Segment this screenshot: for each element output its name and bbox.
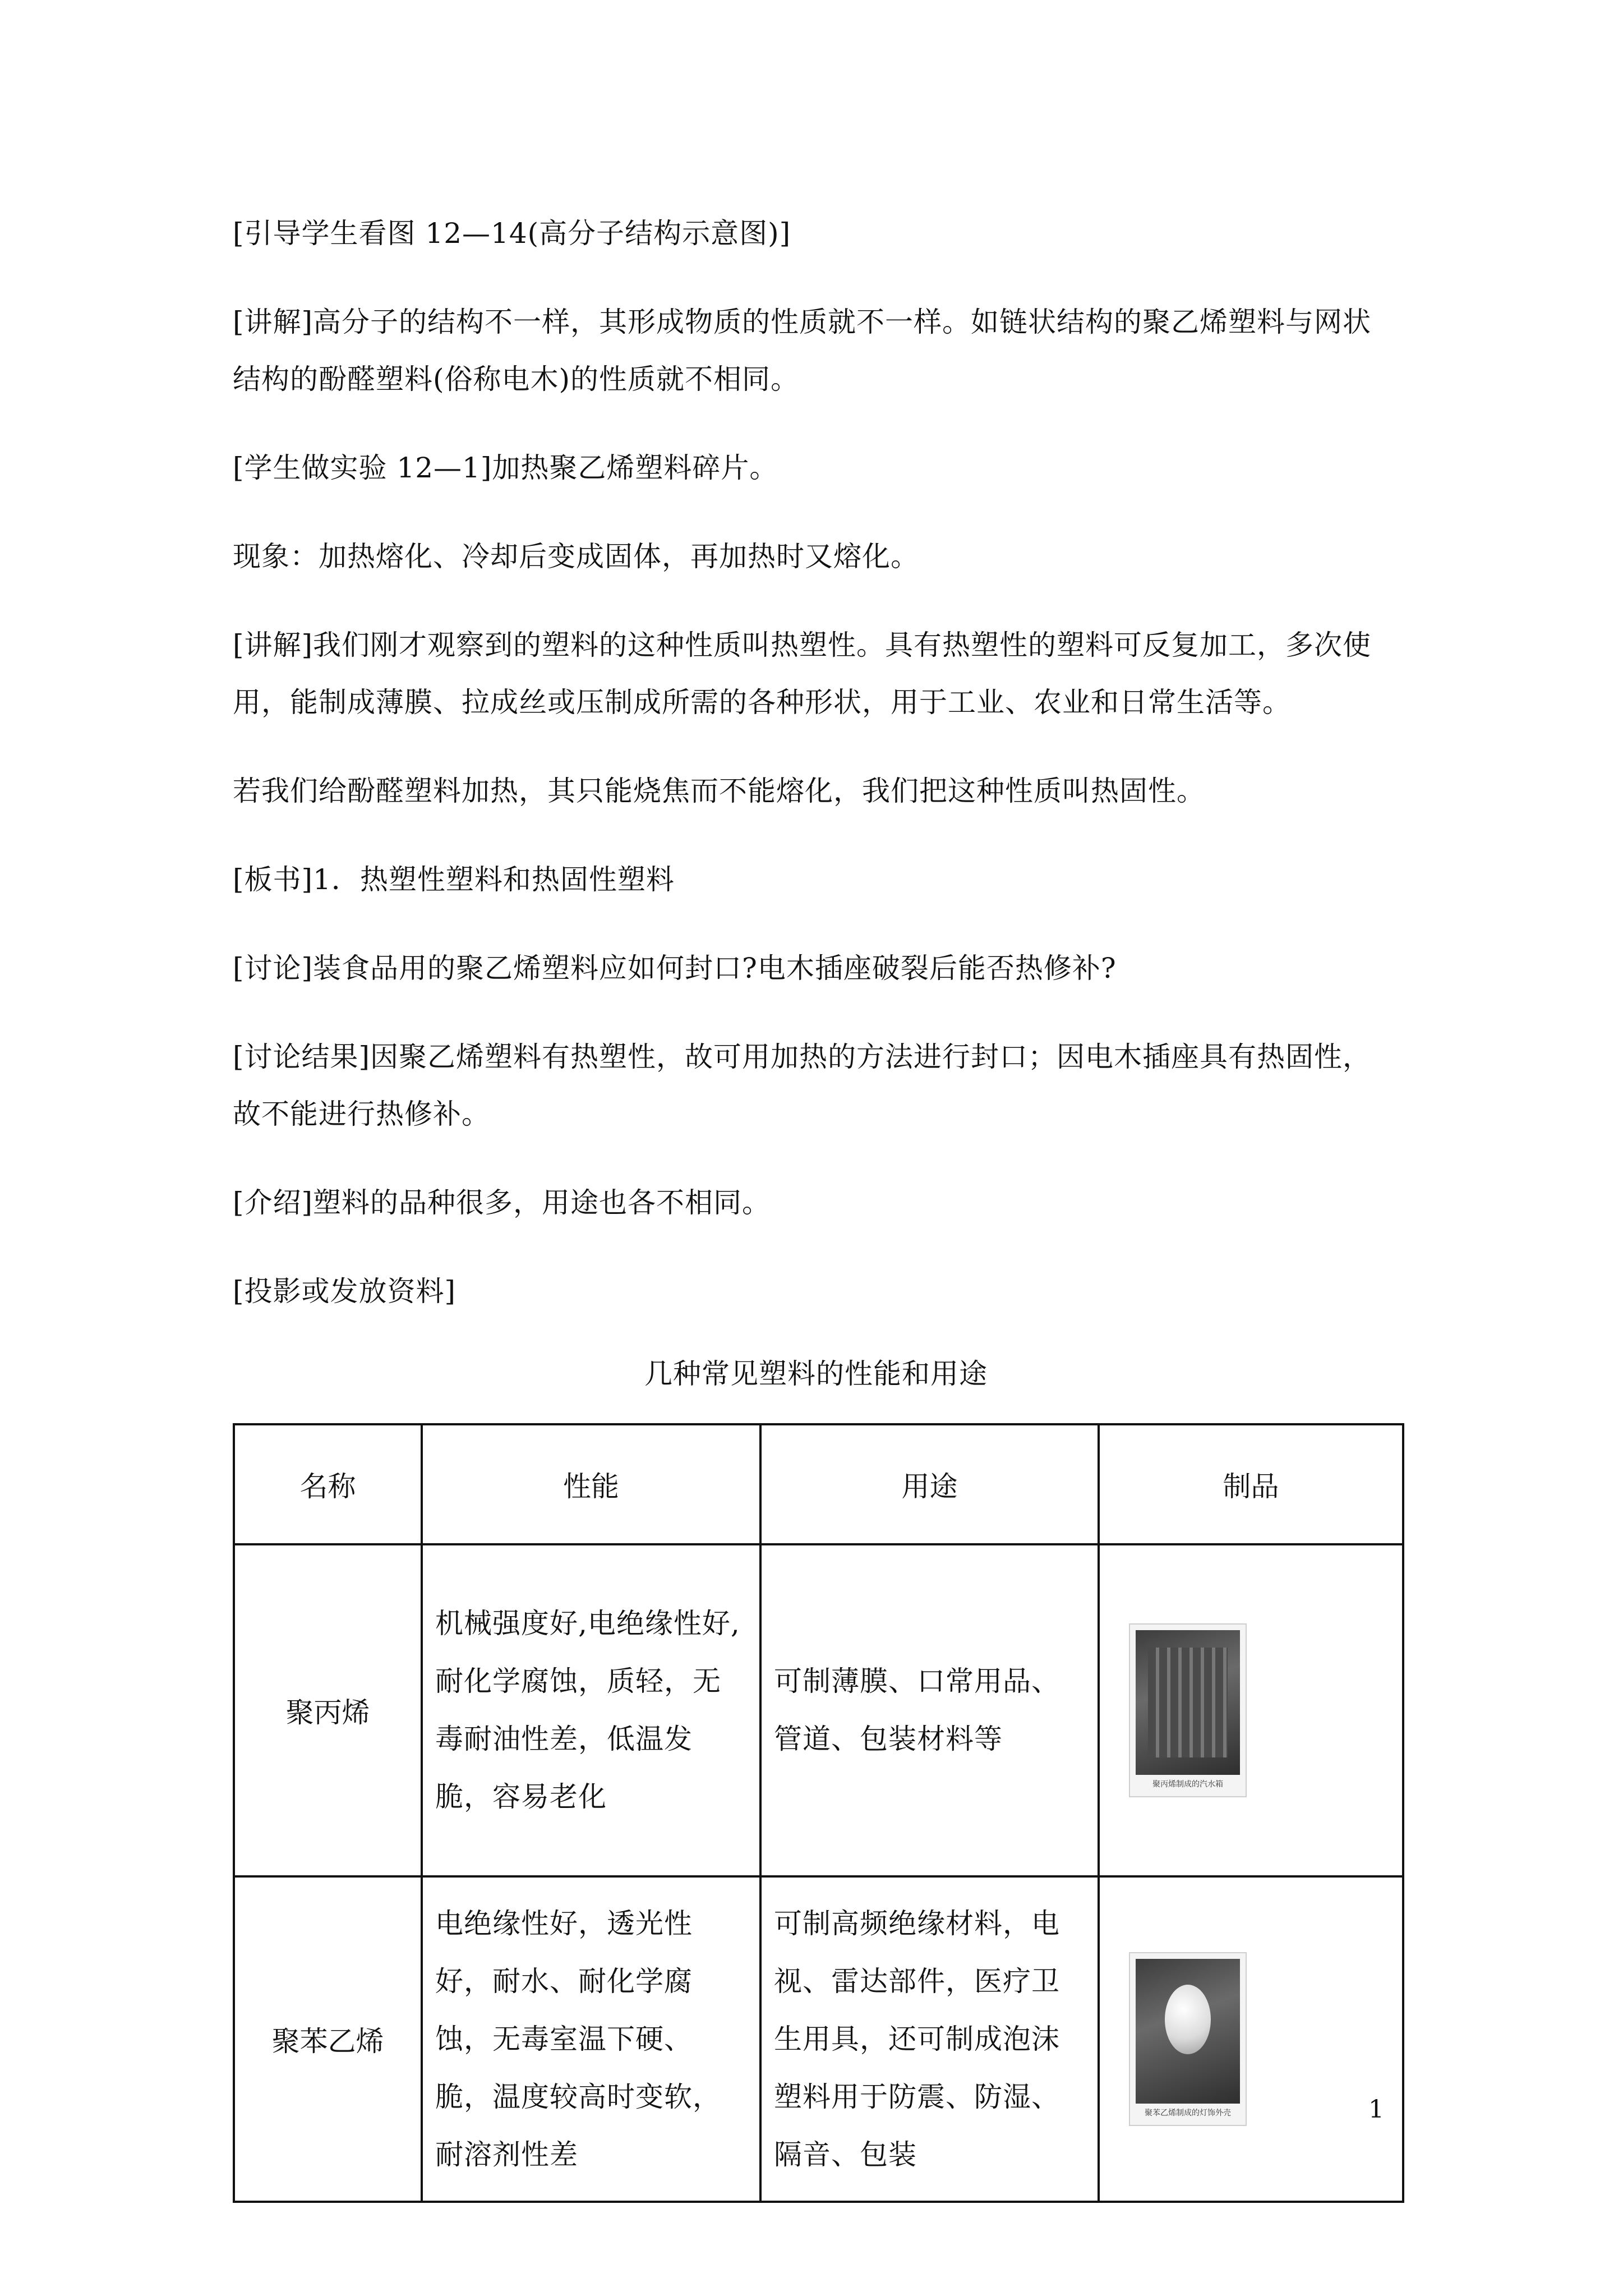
paragraph-handout: [投影或发放资料] [233, 1275, 457, 1308]
header-products: 制品 [1099, 1424, 1403, 1544]
table-row [234, 1876, 1403, 2202]
cell-uses: 可制高频绝缘材料，电视、雷达部件，医疗卫生用具，还可制成泡沫塑料用于防震、防湿、隔音、包装 [760, 1876, 1099, 2202]
page-number: 1 [1368, 2095, 1384, 2124]
paragraph-thermoset: 若我们给酚醛塑料加热，其只能烧焦而不能熔化，我们把这种性质叫热固性。 [233, 775, 1205, 807]
cell-properties: 机械强度好,电绝缘性好,耐化学腐蚀，质轻，无毒耐油性差，低温发脆，容易老化 [422, 1544, 760, 1876]
table-header-row [234, 1424, 1403, 1544]
cell-name: 聚丙烯 [234, 1544, 422, 1876]
cell-properties: 电绝缘性好，透光性好，耐水、耐化学腐蚀，无毒室温下硬、脆，温度较高时变软，耐溶剂性差 [422, 1876, 760, 2202]
table-title: 几种常见塑料的性能和用途 [644, 1358, 988, 1390]
header-properties: 性能 [422, 1424, 760, 1544]
cell-name: 聚苯乙烯 [234, 1876, 422, 2202]
document-body [233, 205, 1399, 2203]
paragraph-experiment: [学生做实验 12—1]加热聚乙烯塑料碎片。 [233, 452, 778, 484]
plastics-table [233, 1423, 1404, 2203]
product-image-polystyrene [1129, 1952, 1247, 2126]
product-caption: 聚苯乙烯制成的灯饰外壳 [1145, 2109, 1231, 2118]
product-caption: 聚丙烯制成的汽水箱 [1152, 1780, 1223, 1789]
table-row [234, 1544, 1403, 1876]
paragraph-discussion-result: [讨论结果]因聚乙烯塑料有热塑性，故可用加热的方法进行封口；因电木插座具有热固性，故不能进行热修补。 [233, 1041, 1372, 1130]
paragraph-guide: [引导学生看图 12—14(高分子结构示意图)] [233, 217, 791, 250]
cell-product [1099, 1876, 1403, 2202]
paragraph-board-notes: [板书]1．热塑性塑料和热固性塑料 [233, 863, 675, 896]
paragraph-explain-thermoplastic: [讲解]我们刚才观察到的塑料的这种性质叫热塑性。具有热塑性的塑料可反复加工，多次使用，能制成薄膜、拉成丝或压制成所需的各种形状，用于工业、农业和日常生活等。 [233, 629, 1372, 719]
paragraph-explain-structure: [讲解]高分子的结构不一样，其形成物质的性质就不一样。如链状结构的聚乙烯塑料与网状结构的酚醛塑料(俗称电木)的性质就不相同。 [233, 306, 1372, 395]
paragraph-discussion: [讨论]装食品用的聚乙烯塑料应如何封口?电木插座破裂后能否热修补? [233, 952, 1117, 984]
lamp-shade-photo [1136, 1959, 1240, 2104]
paragraph-introduction: [介绍]塑料的品种很多，用途也各不相同。 [233, 1186, 771, 1219]
paragraph-phenomenon: 现象：加热熔化、冷却后变成固体，再加热时又熔化。 [233, 540, 919, 573]
cell-uses: 可制薄膜、口常用品、管道、包装材料等 [760, 1544, 1099, 1876]
header-name: 名称 [234, 1424, 422, 1544]
cell-product [1099, 1544, 1403, 1876]
water-crate-photo [1136, 1630, 1240, 1775]
product-image-polypropylene [1129, 1623, 1247, 1797]
header-uses: 用途 [760, 1424, 1099, 1544]
